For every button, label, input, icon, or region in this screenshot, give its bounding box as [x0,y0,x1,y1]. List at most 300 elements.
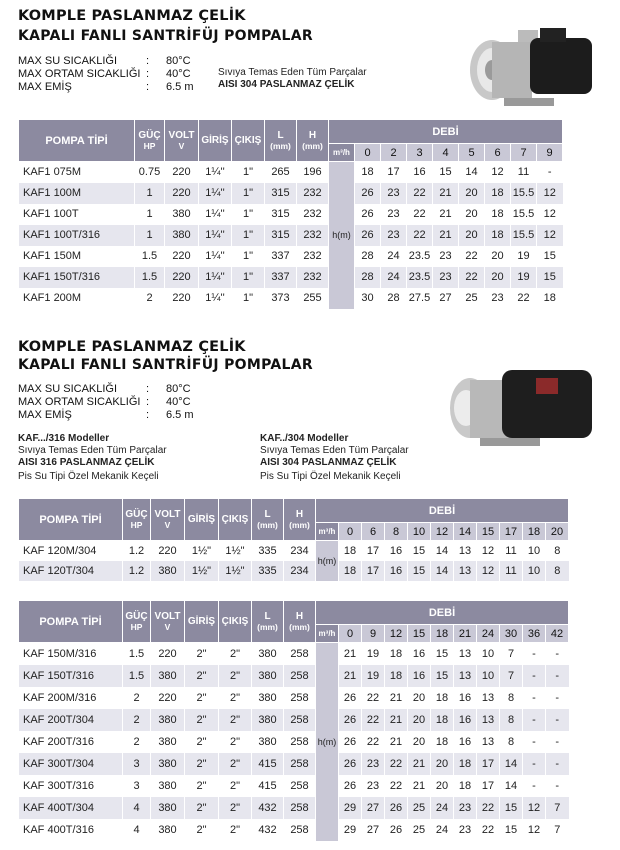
outlet-cell: 1" [232,162,265,183]
volt-cell: 220 [151,643,185,665]
head-value-cell: 15 [431,643,454,665]
note-seal: Pis Su Tipi Özel Mekanik Keçeli [260,471,401,482]
head-value-cell: 10 [523,541,546,561]
th-model: POMPA TİPİ [19,499,123,541]
head-value-cell: - [546,687,569,709]
flow-value: 15 [477,523,500,541]
section1-note [218,67,367,91]
outlet-cell: 2" [219,753,252,775]
head-value-cell: 15.5 [511,204,537,225]
outlet-cell: 2" [219,687,252,709]
head-value-cell: 13 [454,561,477,581]
table-row [19,267,563,288]
head-value-cell: 23 [485,288,511,309]
height-cell: 232 [297,204,329,225]
head-value-cell: 19 [511,267,537,288]
head-value-cell: 10 [477,643,500,665]
head-value-cell: 16 [454,731,477,753]
head-value-cell: 28 [381,288,407,309]
head-value-cell: 12 [523,819,546,841]
inlet-cell: 1½" [185,561,219,581]
length-cell: 432 [252,819,284,841]
head-value-cell: 21 [408,775,431,797]
head-value-cell: 7 [546,797,569,819]
head-value-cell: 16 [408,665,431,687]
head-value-cell: 22 [459,246,485,267]
table-kaf1 [18,119,563,309]
head-value-cell: 24 [381,267,407,288]
outlet-cell: 1" [232,225,265,246]
th-l: L (mm) [252,499,284,541]
th-volt: VOLT V [151,601,185,643]
head-value-cell: 18 [537,288,563,309]
head-value-cell: 21 [385,687,408,709]
spec-label: MAX ORTAM SICAKLIĞI [18,396,141,408]
th-inlet: GİRİŞ [185,499,219,541]
spec-label: MAX ORTAM SICAKLIĞI [18,68,141,80]
head-value-cell: 7 [546,819,569,841]
spec-sep: : [146,55,150,67]
note-seal: Pis Su Tipi Özel Mekanik Keçeli [18,471,159,482]
section2-subtitle: KAPALI FANLI SANTRİFÜJ POMPALAR [18,357,313,373]
head-value-cell: 24 [431,797,454,819]
th-debi: DEBİ [316,499,569,523]
head-value-cell: 17 [477,775,500,797]
head-value-cell: 15 [500,819,523,841]
length-cell: 415 [252,753,284,775]
head-value-cell: 23 [381,183,407,204]
head-value-cell: 20 [459,183,485,204]
head-value-cell: 20 [459,204,485,225]
th-volt: VOLT V [165,120,199,162]
note-316-models [18,433,167,483]
model-cell: KAF1 100M [19,183,135,204]
flow-value: 2 [381,144,407,162]
th-l: L (mm) [252,601,284,643]
length-cell: 380 [252,709,284,731]
height-cell: 258 [284,687,316,709]
head-value-cell: 27.5 [407,288,433,309]
head-value-cell: 18 [485,183,511,204]
head-unit-cell: h(m) [329,162,355,309]
volt-cell: 380 [151,561,185,581]
section2-title: KOMPLE PASLANMAZ ÇELİK [18,339,246,355]
head-value-cell: 18 [339,541,362,561]
head-value-cell: 23.5 [407,246,433,267]
length-cell: 415 [252,775,284,797]
head-value-cell: 13 [454,643,477,665]
spec-value: 6.5 m [166,81,194,93]
th-outlet: ÇIKIŞ [219,499,252,541]
th-h: H (mm) [297,120,329,162]
inlet-cell: 2" [185,731,219,753]
head-value-cell: 14 [431,561,454,581]
volt-cell: 220 [151,687,185,709]
head-value-cell: 21 [339,665,362,687]
head-value-cell: 21 [339,643,362,665]
head-value-cell: 10 [523,561,546,581]
spec-sep: : [146,81,150,93]
head-value-cell: 22 [362,731,385,753]
section1-specs [18,55,194,94]
note-material: AISI 304 PASLANMAZ ÇELİK [218,79,355,90]
inlet-cell: 1¼'' [199,288,232,309]
note-heading: KAF../304 Modeller [260,433,349,444]
note-line: Sıvıya Temas Eden Tüm Parçalar [260,445,409,456]
power-cell: 4 [123,797,151,819]
length-cell: 380 [252,643,284,665]
head-value-cell: 12 [523,797,546,819]
head-value-cell: 21 [408,753,431,775]
head-value-cell: 27 [362,797,385,819]
outlet-cell: 2" [219,731,252,753]
model-cell: KAF1 200M [19,288,135,309]
volt-cell: 380 [151,753,185,775]
head-value-cell: 15.5 [511,183,537,204]
volt-cell: 380 [151,665,185,687]
head-value-cell: 22 [477,797,500,819]
table-row [19,183,563,204]
th-flow-unit: m³/h [316,625,339,643]
head-value-cell: 30 [355,288,381,309]
model-cell: KAF 400T/304 [19,797,123,819]
head-value-cell: 22 [407,225,433,246]
outlet-cell: 2" [219,643,252,665]
section2-specs [18,383,194,422]
inlet-cell: 1¼'' [199,225,232,246]
power-cell: 2 [123,709,151,731]
head-value-cell: 21 [385,731,408,753]
table-row [19,687,569,709]
inlet-cell: 1¼'' [199,246,232,267]
volt-cell: 220 [165,267,199,288]
table-row [19,775,569,797]
spec-label: MAX SU SICAKLIĞI [18,383,118,395]
power-cell: 1.5 [135,246,165,267]
head-value-cell: 8 [546,561,569,581]
head-value-cell: 14 [431,541,454,561]
head-value-cell: 26 [339,775,362,797]
height-cell: 232 [297,183,329,204]
table-row [19,246,563,267]
head-value-cell: 18 [431,731,454,753]
head-value-cell: 23 [362,775,385,797]
head-value-cell: 23 [381,225,407,246]
head-value-cell: 15 [408,561,431,581]
inlet-cell: 2" [185,797,219,819]
head-value-cell: - [523,731,546,753]
spec-value: 40°C [166,396,191,408]
head-value-cell: 20 [408,709,431,731]
th-flow-unit: m³/h [329,144,355,162]
th-power: GÜÇ HP [123,499,151,541]
flow-value: 18 [431,625,454,643]
head-value-cell: 17 [381,162,407,183]
head-value-cell: - [546,775,569,797]
length-cell: 315 [265,204,297,225]
power-cell: 1.5 [135,267,165,288]
head-value-cell: 18 [431,709,454,731]
outlet-cell: 2" [219,775,252,797]
spec-sep: : [146,396,150,408]
table-row [19,225,563,246]
head-value-cell: 26 [355,225,381,246]
note-304-models [260,433,409,483]
power-cell: 3 [123,753,151,775]
head-value-cell: 21 [385,709,408,731]
outlet-cell: 1" [232,246,265,267]
head-value-cell: 18 [355,162,381,183]
power-cell: 4 [123,819,151,841]
inlet-cell: 2" [185,775,219,797]
power-cell: 2 [135,288,165,309]
section1-title: KOMPLE PASLANMAZ ÇELİK [18,8,246,24]
model-cell: KAF 300T/304 [19,753,123,775]
table-row [19,797,569,819]
length-cell: 315 [265,225,297,246]
length-cell: 337 [265,246,297,267]
volt-cell: 380 [165,204,199,225]
flow-value: 6 [362,523,385,541]
flow-value: 8 [385,523,408,541]
head-value-cell: 22 [362,709,385,731]
outlet-cell: 2" [219,797,252,819]
table-kaf-150-400 [18,600,569,841]
head-value-cell: 21 [433,225,459,246]
head-value-cell: 18 [454,775,477,797]
flow-value: 7 [511,144,537,162]
inlet-cell: 1½" [185,541,219,561]
note-material: AISI 304 PASLANMAZ ÇELİK [260,457,397,468]
spec-sep: : [146,409,150,421]
flow-value: 17 [500,523,523,541]
volt-cell: 220 [151,541,185,561]
head-value-cell: 12 [477,561,500,581]
flow-value: 21 [454,625,477,643]
head-value-cell: 15 [408,541,431,561]
head-value-cell: 23 [454,819,477,841]
th-h: H (mm) [284,601,316,643]
head-value-cell: 19 [362,643,385,665]
head-value-cell: - [523,753,546,775]
model-cell: KAF 200T/316 [19,731,123,753]
flow-value: 30 [500,625,523,643]
head-value-cell: 20 [459,225,485,246]
volt-cell: 380 [151,709,185,731]
length-cell: 432 [252,797,284,819]
head-value-cell: 8 [500,709,523,731]
head-value-cell: 8 [500,687,523,709]
head-unit-cell: h(m) [316,541,339,581]
head-value-cell: 24 [431,819,454,841]
head-value-cell: - [546,709,569,731]
head-value-cell: 21 [433,183,459,204]
head-value-cell: - [523,775,546,797]
spec-sep: : [146,68,150,80]
th-inlet: GİRİŞ [185,601,219,643]
head-value-cell: 14 [500,775,523,797]
length-cell: 380 [252,731,284,753]
head-value-cell: 25 [408,797,431,819]
section1-subtitle: KAPALI FANLI SANTRİFÜJ POMPALAR [18,28,313,44]
flow-value: 36 [523,625,546,643]
length-cell: 337 [265,267,297,288]
model-cell: KAF1 150M [19,246,135,267]
inlet-cell: 1¼'' [199,204,232,225]
power-cell: 3 [123,775,151,797]
volt-cell: 220 [165,162,199,183]
pump-image-1 [462,18,602,118]
head-value-cell: 26 [339,753,362,775]
outlet-cell: 1½" [219,541,252,561]
height-cell: 232 [297,246,329,267]
head-value-cell: 20 [431,775,454,797]
model-cell: KAF1 100T/316 [19,225,135,246]
th-h: H (mm) [284,499,316,541]
height-cell: 255 [297,288,329,309]
head-value-cell: 13 [454,541,477,561]
table-row [19,753,569,775]
table-row [19,541,569,561]
model-cell: KAF 400T/316 [19,819,123,841]
power-cell: 0.75 [135,162,165,183]
head-value-cell: 22 [385,775,408,797]
inlet-cell: 2" [185,819,219,841]
height-cell: 258 [284,775,316,797]
power-cell: 2 [123,731,151,753]
table-row [19,561,569,581]
head-value-cell: 27 [362,819,385,841]
head-value-cell: 28 [355,267,381,288]
head-value-cell: 15 [431,665,454,687]
head-value-cell: 18 [385,643,408,665]
head-value-cell: 16 [385,541,408,561]
height-cell: 258 [284,819,316,841]
model-cell: KAF 150T/316 [19,665,123,687]
flow-value: 4 [433,144,459,162]
inlet-cell: 2" [185,665,219,687]
head-value-cell: 7 [500,643,523,665]
flow-value: 9 [362,625,385,643]
head-value-cell: 12 [537,183,563,204]
spec-label: MAX EMİŞ [18,409,72,421]
length-cell: 380 [252,687,284,709]
head-value-cell: 25 [408,819,431,841]
th-flow-unit: m³/h [316,523,339,541]
flow-value: 0 [339,625,362,643]
head-value-cell: 18 [454,753,477,775]
head-value-cell: 11 [500,541,523,561]
head-value-cell: - [546,665,569,687]
head-unit-cell: h(m) [316,643,339,841]
table-row [19,665,569,687]
inlet-cell: 1¼'' [199,162,232,183]
head-value-cell: 23 [362,753,385,775]
head-value-cell: 14 [459,162,485,183]
head-value-cell: 20 [408,731,431,753]
head-value-cell: 15 [500,797,523,819]
head-value-cell: 21 [433,204,459,225]
head-value-cell: 16 [408,643,431,665]
pump-image-2 [440,362,600,452]
outlet-cell: 2" [219,665,252,687]
head-value-cell: - [537,162,563,183]
head-value-cell: 23 [454,797,477,819]
head-value-cell: 8 [500,731,523,753]
flow-value: 20 [546,523,569,541]
head-value-cell: - [546,753,569,775]
head-value-cell: 20 [485,267,511,288]
flow-value: 3 [407,144,433,162]
volt-cell: 380 [165,225,199,246]
th-outlet: ÇIKIŞ [219,601,252,643]
head-value-cell: 26 [339,687,362,709]
inlet-cell: 1¼'' [199,267,232,288]
head-value-cell: 12 [477,541,500,561]
head-value-cell: - [523,687,546,709]
flow-value: 0 [339,523,362,541]
spec-value: 80°C [166,383,191,395]
head-value-cell: 23 [381,204,407,225]
model-cell: KAF 200M/316 [19,687,123,709]
height-cell: 234 [284,541,316,561]
head-value-cell: 15 [537,267,563,288]
outlet-cell: 2" [219,819,252,841]
spec-value: 6.5 m [166,409,194,421]
head-value-cell: 22 [459,267,485,288]
power-cell: 1.2 [123,561,151,581]
head-value-cell: 20 [485,246,511,267]
head-value-cell: 23 [433,267,459,288]
height-cell: 258 [284,643,316,665]
head-value-cell: 24 [381,246,407,267]
head-value-cell: 16 [385,561,408,581]
spec-value: 40°C [166,68,191,80]
table-row [19,204,563,225]
head-value-cell: 26 [355,204,381,225]
head-value-cell: 26 [339,731,362,753]
flow-value: 12 [431,523,454,541]
outlet-cell: 1½" [219,561,252,581]
head-value-cell: 22 [362,687,385,709]
th-model: POMPA TİPİ [19,120,135,162]
head-value-cell: 15 [433,162,459,183]
th-debi: DEBİ [316,601,569,625]
model-cell: KAF1 100T [19,204,135,225]
height-cell: 258 [284,797,316,819]
head-value-cell: 17 [477,753,500,775]
head-value-cell: 29 [339,819,362,841]
outlet-cell: 1" [232,183,265,204]
inlet-cell: 2" [185,643,219,665]
length-cell: 335 [252,541,284,561]
length-cell: 265 [265,162,297,183]
flow-value: 9 [537,144,563,162]
note-line: Sıvıya Temas Eden Tüm Parçalar [218,67,367,78]
head-value-cell: 13 [454,665,477,687]
inlet-cell: 1¼'' [199,183,232,204]
height-cell: 232 [297,225,329,246]
height-cell: 234 [284,561,316,581]
power-cell: 1.2 [123,541,151,561]
flow-value: 14 [454,523,477,541]
outlet-cell: 1" [232,267,265,288]
head-value-cell: 17 [362,541,385,561]
flow-value: 6 [485,144,511,162]
height-cell: 232 [297,267,329,288]
inlet-cell: 2" [185,753,219,775]
volt-cell: 380 [151,797,185,819]
